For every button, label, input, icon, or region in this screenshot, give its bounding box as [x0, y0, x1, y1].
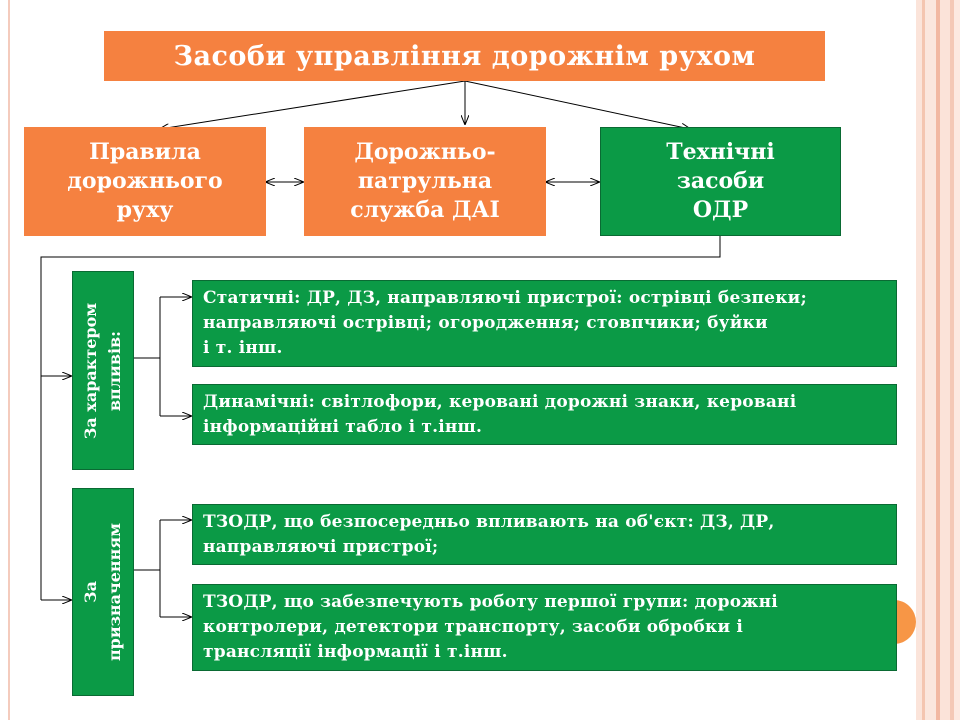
technical-means-line: ОДР [692, 197, 749, 223]
box-technical-means [600, 127, 841, 236]
title-text: Засоби управління дорожнім рухом [173, 40, 756, 72]
item-text-line: направляючі острівці; огородження; стовпчики; буйки [203, 313, 768, 333]
item-text-line: ТЗОДР, що забезпечують роботу першої групи: дорожні [203, 592, 778, 612]
group-by-effect-label [79, 302, 127, 438]
item-text-line: трансляції інформації і т.інш. [203, 642, 508, 662]
group-label-line: призначенням [105, 522, 124, 662]
item-text-line: і т. інш. [203, 338, 283, 358]
item-direct-effect-means [192, 504, 897, 565]
group-by-purpose-label [79, 523, 127, 661]
group-label-line: За [81, 581, 100, 603]
item-text-line: направляючі пристрої; [203, 537, 439, 557]
item-text-line: контролери, детектори транспорту, засоби обробки і [203, 617, 744, 637]
item-text-line: Статичні: ДР, ДЗ, направляючі пристрої: острівці безпеки; [203, 288, 807, 308]
box-traffic-rules [24, 127, 266, 236]
group-by-effect [72, 271, 134, 470]
item-support-means [192, 584, 897, 671]
road-patrol-text [350, 138, 500, 225]
item-text-line: інформаційні табло і т.інш. [203, 417, 483, 437]
diagram-title [104, 31, 825, 81]
traffic-rules-line: Правила [89, 139, 201, 165]
group-label-line: За характером [81, 302, 100, 439]
item-text-line: ТЗОДР, що безпосередньо впливають на об'єкт: ДЗ, ДР, [203, 512, 775, 532]
technical-means-line: Технічні [666, 139, 775, 165]
traffic-rules-text [67, 138, 222, 225]
technical-means-line: засоби [676, 168, 765, 194]
box-road-patrol [304, 127, 546, 236]
group-by-purpose [72, 488, 134, 696]
group-label-line: впливів: [105, 330, 124, 411]
item-dynamic-means [192, 384, 897, 445]
road-patrol-line: патрульна [357, 168, 493, 194]
road-patrol-line: служба ДАІ [350, 197, 500, 223]
technical-means-text [666, 138, 775, 225]
traffic-rules-line: дорожнього [67, 168, 223, 194]
item-static-means [192, 280, 897, 367]
road-patrol-line: Дорожньо- [354, 139, 496, 165]
traffic-rules-line: руху [116, 197, 174, 223]
item-text-line: Динамічні: світлофори, керовані дорожні знаки, керовані [203, 392, 797, 412]
